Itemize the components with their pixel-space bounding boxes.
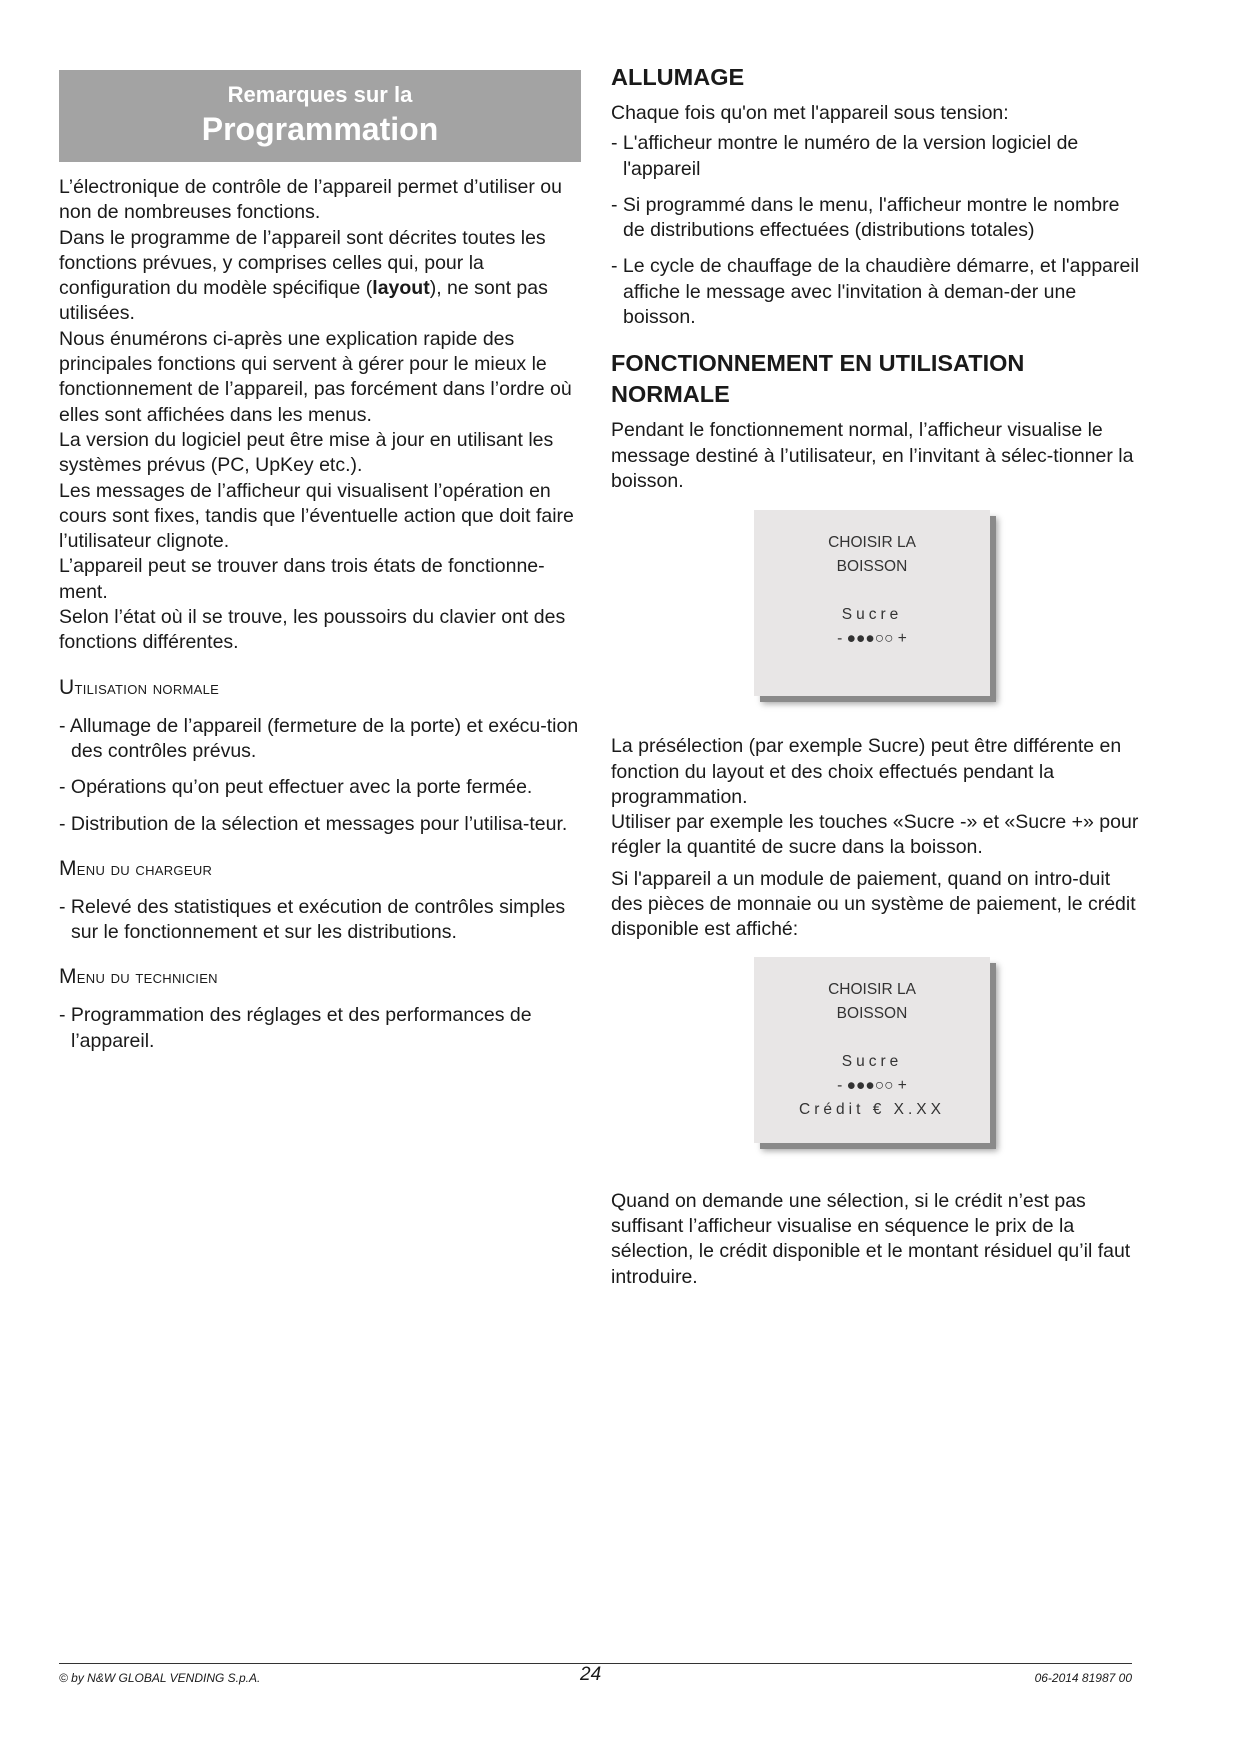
section-heading: Menu du chargeur xyxy=(59,856,213,880)
document-code: 06-2014 81987 00 xyxy=(1034,1671,1132,1685)
allumage-intro: Chaque fois qu'on met l'appareil sous tension: xyxy=(611,102,1009,124)
list-item: - Allumage de l’appareil (fermeture de la porte) et exécu-tion des contrôles prévus. xyxy=(59,714,579,762)
section-title-box xyxy=(59,70,581,162)
section-heading: Menu du technicien xyxy=(59,965,218,989)
section-menu-chargeur xyxy=(59,857,581,946)
fonctionnement-paragraph: Pendant le fonctionnement normal, l’afficheur visualise le message destiné à l’utilisateur, en l’invitant à sélec-tionner la boisson. xyxy=(611,419,1134,492)
display-line: CHOISIR LA xyxy=(828,534,916,552)
intro-paragraph: L’appareil peut se trouver dans trois états de fonctionne-ment. xyxy=(59,555,545,603)
intro-paragraph: Nous énumérons ci-après une explication rapide des principales fonctions qui servent à gérer pour le mieux le fonctionnement de l’appareil, pas forcément dans l’ordre où elles sont affichées dans les menus. xyxy=(59,327,572,426)
list-item: - Opérations qu’on peut effectuer avec la porte fermée. xyxy=(59,776,533,799)
payment-paragraph: Si l'appareil a un module de paiement, quand on intro-duit des pièces de monnaie ou un système de paiement, le crédit disponible est affiché: xyxy=(611,867,1136,941)
list-item: - Si programmé dans le menu, l'afficheur montre le nombre de distributions effectuées (distributions totales) xyxy=(611,193,1120,242)
left-column xyxy=(59,70,581,1065)
credit-line: Crédit € X.XX xyxy=(799,1100,945,1118)
list-item: - Le cycle de chauffage de la chaudière démarre, et l'appareil affiche le message avec l'invitation à deman-der une boisson. xyxy=(611,255,1140,329)
preselection-paragraph: Utiliser par exemple les touches «Sucre -» et «Sucre +» pour régler la quantité de sucre dans la boisson. xyxy=(611,811,1139,859)
allumage-list xyxy=(611,131,1141,330)
intro-paragraph: La version du logiciel peut être mise à jour en utilisant les systèmes prévus (PC, UpKey etc.). xyxy=(59,428,554,477)
section-utilisation-normale xyxy=(59,676,581,837)
final-paragraph: Quand on demande une sélection, si le crédit n’est pas suffisant l’afficheur visualise en séquence le prix de la sélection, le crédit disponible et le montant résiduel qu’il faut introduire. xyxy=(611,1189,1131,1288)
display-screen xyxy=(754,957,990,1143)
preselection-paragraph: La présélection (par exemple Sucre) peut être différente en fonction du layout et des choix effectués pendant la programmation. xyxy=(611,735,1122,808)
section-menu-technicien xyxy=(59,965,581,1054)
list-item: - L'afficheur montre le numéro de la version logiciel de l'appareil xyxy=(611,132,1079,180)
display-line: CHOISIR LA xyxy=(828,980,916,998)
display-panel-2 xyxy=(754,957,990,1143)
display-line: BOISSON xyxy=(836,558,908,576)
title-line-1: Remarques sur la xyxy=(227,82,413,107)
list-item: - Distribution de la sélection et messages pour l’utilisa-teur. xyxy=(59,812,568,835)
allumage-heading: ALLUMAGE xyxy=(611,64,745,90)
page-number: 24 xyxy=(580,1664,602,1685)
layout-term: layout xyxy=(372,277,430,300)
display-line: Sucre xyxy=(841,606,903,624)
right-column xyxy=(611,62,1141,1290)
section-heading: Utilisation normale xyxy=(59,675,220,699)
sugar-level-indicator: - ●●●○○ + xyxy=(837,630,907,648)
intro-paragraph: Les messages de l’afficheur qui visualisent l’opération en cours sont fixes, tandis que l’éventuelle action que doit faire l’utilisateur clignote. xyxy=(59,479,574,553)
intro-paragraph: L’électronique de contrôle de l’appareil permet d’utiliser ou non de nombreuses fonctions. xyxy=(59,176,562,224)
display-screen xyxy=(754,510,990,696)
footer-copyright: © by N&W GLOBAL VENDING S.p.A. xyxy=(59,1671,261,1685)
sugar-level-indicator: - ●●●○○ + xyxy=(837,1076,907,1094)
title-line-2: Programmation xyxy=(201,111,439,147)
display-line: Sucre xyxy=(841,1052,903,1070)
list-item: - Programmation des réglages et des performances de l’appareil. xyxy=(59,1004,532,1052)
bullet-list xyxy=(59,1003,581,1054)
fonctionnement-heading: FONCTIONNEMENT EN UTILISATION NORMALE xyxy=(611,350,1025,408)
display-panel-1 xyxy=(754,510,990,696)
bullet-list xyxy=(59,895,581,946)
intro-text xyxy=(59,175,581,656)
bullet-list xyxy=(59,714,581,837)
list-item: - Relevé des statistiques et exécution de contrôles simples sur le fonctionnement et sur les distributions. xyxy=(59,895,566,944)
display-line: BOISSON xyxy=(836,1004,908,1022)
intro-paragraph: Selon l’état où il se trouve, les poussoirs du clavier ont des fonctions différentes. xyxy=(59,606,566,654)
intro-paragraph: Dans le programme de l’appareil sont décrites toutes les fonctions prévues, y comprises celles qui, pour la configuration du modèle spécifique (layout), ne sont pas utilisées. xyxy=(59,226,548,325)
